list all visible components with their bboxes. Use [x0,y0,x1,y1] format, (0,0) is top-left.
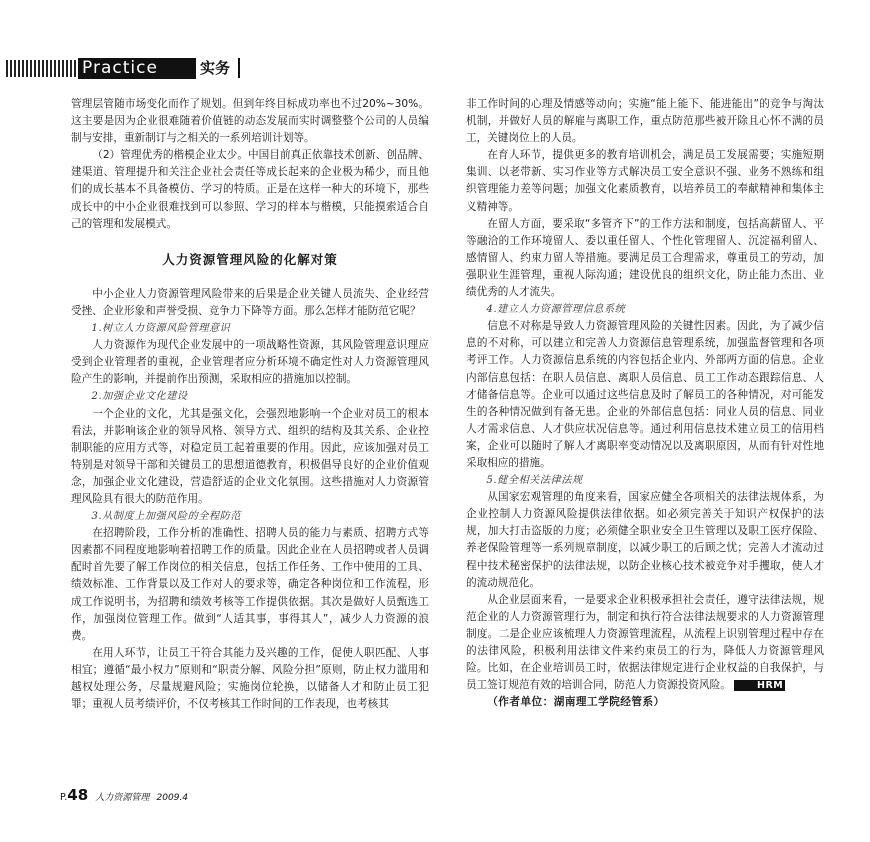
paragraph: 非工作时间的心理及情感等动向；实施“能上能下、能进能出”的竞争与淘汰机制，并做好人员的解雇与离职工作，重点防范那些被开除且心怀不满的员工，关键岗位上的人员。 [466,98,824,145]
subheading: 4.建立人力资源管理信息系统 [486,304,626,316]
page-footer [60,786,188,802]
issue-date: 2009.4 [156,793,189,803]
page-number: 48 [67,786,89,804]
paragraph-text: 从企业层面来看，一是要求企业积极承担社会责任，遵守法律法规，规范企业的人力资源管理行为，制定和执行符合法律法规要求的人力资源管理制度。二是企业应该梳理人力资源管理流程，从流程上识别管理过程中存在的法律风险，积极利用法律文件来约束员工的行为，降低人力资源管理风险。比如，在企业培训员工时，依据法律规定进行企业权益的自我保护，与员工签订规范有效的培训合同，防范人力资源投资风险。 [466,593,824,692]
subheading: 5.健全相关法律法规 [486,475,583,487]
subheading: 1.树立人力资源风险管理意识 [91,323,231,335]
page-header [0,54,300,84]
author-affiliation: （作者单位：湖南理工学院经管系） [487,696,665,709]
header-divider [238,58,240,78]
hrm-logo: HRM [734,680,785,691]
paragraph: 在用人环节，让员工干符合其能力及兴趣的工作，促使人职匹配、人事相宜；遵循“最小权力”原则和“职责分解、风险分担”原则，防止权力滥用和越权处理公务，尽量规避风险；实施岗位轮换，以储备人才和防止员工犯罪；重视人员考绩评价，不仅考核其工作时间的工作表现，也考核其 [71,646,429,711]
subheading: 2.加强企业文化建设 [91,391,188,403]
paragraph: 从国家宏观管理的角度来看，国家应健全各项相关的法律法规体系，为企业控制人力资源风险提供法律依据。如必须完善关于知识产权保护的法规，加大打击盗版的力度；必须健全职业安全卫生管理以及职工医疗保险、养老保险管理等一系列规章制度，以减少职工的后顾之忧；完善人才流动过程中技术秘密保护的法律法规，以防企业核心技术被竞争对手攫取，使人才的流动规范化。 [466,491,824,589]
paragraph: 信息不对称是导致人力资源管理风险的关键性因素。因此，为了减少信息的不对称，可以建立和完善人力资源信息管理系统，加强监督管理和各项考评工作。人力资源信息系统的内容包括企业内、外部两方面的信息。企业内部信息包括：在职人员信息、离职人员信息、员工工作动态跟踪信息、人才储备信息等。企业可以通过这些信息及时了解员工的各种情况，对可能发生的各种情况做到有备无患。企业的外部信息包括：同业人员的信息、同业人才需求信息、人才供应状况信息等。通过利用信息技术建立员工的信用档案，企业可以随时了解人才离职率变动情况以及离职原因，从而有针对性地采取相应的措施。 [466,320,824,469]
journal-name: 人力资源管理 [95,793,150,803]
section-title: 人力资源管理风险的化解对策 [162,251,338,267]
paragraph: 人力资源作为现代企业发展中的一项战略性资源，其风险管理意识理应受到企业管理者的重视，企业管理者应分析环境不确定性对人力资源管理风险产生的影响，并提前作出预测，采取相应的措施加以控制。 [71,339,429,386]
paragraph: 在留人方面，要采取“多管齐下”的工作方法和制度，包括高薪留人、平等融洽的工作环境留人、委以重任留人、个性化管理留人、沉淀福利留人、感情留人、约束力留人等措施。要满足员工合理需求，尊重员工的劳动，加强职业生涯管理，重视人际沟通；建设优良的组织文化，防止能力杰出、业绩优秀的人才流失。 [466,217,824,299]
paragraph: （2）管理优秀的楷模企业太少。中国目前真正依靠技术创新、创品牌、建渠道、管理提升和关注企业社会责任等成长起来的企业极为稀少，而且他们的成长基本不具备模仿、学习的特质。正是在这样一种大的环境下，那些成长中的中小企业很难找到可以参照、学习的样本与楷模，只能摸索适合自己的管理和发展模式。 [71,149,429,230]
section-label-en: Practice [78,58,196,79]
left-column [71,96,429,713]
paragraph: 管理层管随市场变化而作了规划。但到年终目标成功率也不过20%~30%。这主要是因为企业很难随着价值链的动态发展而实时调整整个公司的人员编制与安排，重新制订与之相关的一系列培训计划等。 [71,98,429,145]
subheading: 3.从制度上加强风险的全程防范 [91,511,242,523]
paragraph: 在育人环节，提供更多的教育培训机会，满足员工发展需要；实施短期集训、以老带新、实习作业等方式解决员工安全意识不强、业务不熟练和组织管理能力差等问题；加强文化素质教育，以培养员工的奉献精神和集体主义精神等。 [466,149,824,213]
section-label-cn: 实务 [200,59,231,77]
paragraph [466,592,824,695]
right-column [466,96,824,711]
header-stripes [6,60,78,77]
paragraph: 一个企业的文化，尤其是强文化，会强烈地影响一个企业对员工的根本看法，并影响该企业的领导风格、领导方式、组织的结构及其关系、企业控制职能的应用方式等，对稳定员工起着重要的作用。因此，应该加强对员工特别是对领导干部和关键员工的思想道德教育，积极倡导良好的企业价值观念，加强企业文化建设，营造舒适的企业文化氛围。这些措施对人力资源管理风险具有很大的防范作用。 [71,407,429,505]
paragraph: 在招聘阶段，工作分析的准确性、招聘人员的能力与素质、招聘方式等因素都不同程度地影响着招聘工作的质量。因此企业在人员招聘或者人员调配时首先要了解工作岗位的相关信息，包括工作任务、工作中使用的工具、绩效标准、工作背景以及工作对人的要求等，确定各种岗位和工作流程，形成工作说明书，为招聘和绩效考核等工作提供依据。其次是做好人员甄选工作，加强岗位管理工作。做到“人适其事，事得其人”，减少人力资源的浪费。 [71,527,429,642]
page-prefix: P. [60,792,68,803]
paragraph: 中小企业人力资源管理风险带来的后果是企业关键人员流失、企业经营受挫、企业形象和声誉受损、竞争力下降等方面。那么怎样才能防范它呢？ [71,287,429,317]
